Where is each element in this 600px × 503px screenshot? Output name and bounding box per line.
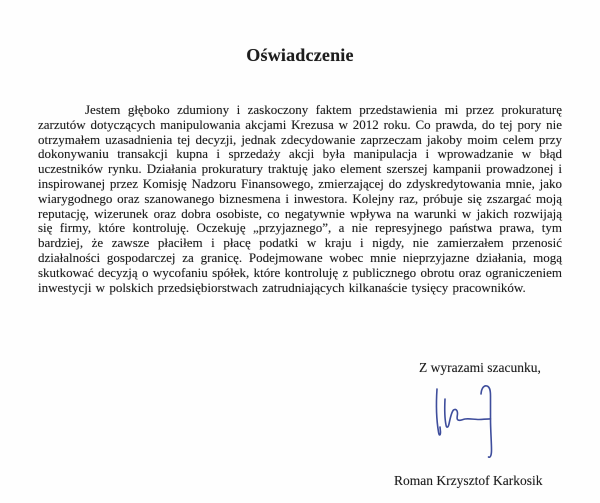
closing-phrase: Z wyrazami szacunku,: [419, 360, 541, 375]
signature-stroke-left: [437, 389, 441, 435]
document-title: Oświadczenie: [246, 45, 354, 65]
body-paragraph: Jestem głęboko zdumiony i zaskoczony faktem przedstawienia mi przez prokuraturę zarzutów dotyczących manipulowania akcjami Krezusa w 2012 roku. Co prawda, do tej pory nie otrzymałem uzasadnienia tej decyzji, jednak zdecydowanie zaprzeczam jakoby moim celem przy dokonywaniu transakcji kupna i sprzedaży akcji była manipulacja i wprowadzanie w błąd uczestników rynku. Działania prokuratury traktuję jako element szerszej kampanii prowadzonej i inspirowanej przez Komisję Nadzoru Finansowego, zmierzającej do zdyskredytowania mnie, jako wiarygodnego oraz szanowanego biznesmena i inwestora. Kolejny raz, próbuje się zszargać moją reputację, wizerunek oraz dobra osobiste, co negatywnie wpływa na warunki w jakich rozwijają się firmy, które kontroluję. Oczekuję „przyjaznego”, a nie represyjnego państwa prawa, tym bardziej, że zawsze płaciłem i płacę podatki w kraju i nigdy, nie zamierzałem przenosić działalności gospodarczej za granicę. Podejmowane wobec mnie nieprzyjazne działania, mogą skutkować decyzją o wycofaniu spółek, które kontroluję z publicznego obrotu oraz ograniczeniem inwestycji w polskich przedsiębiorstwach zatrudniających kilkanaście tysięcy pracowników.: [38, 102, 562, 295]
signature-icon: [424, 382, 514, 464]
signatory-name: Roman Krzysztof Karkosik: [394, 473, 543, 488]
signature-stroke-right: [481, 386, 492, 457]
signature-stroke-middle: [445, 399, 491, 427]
